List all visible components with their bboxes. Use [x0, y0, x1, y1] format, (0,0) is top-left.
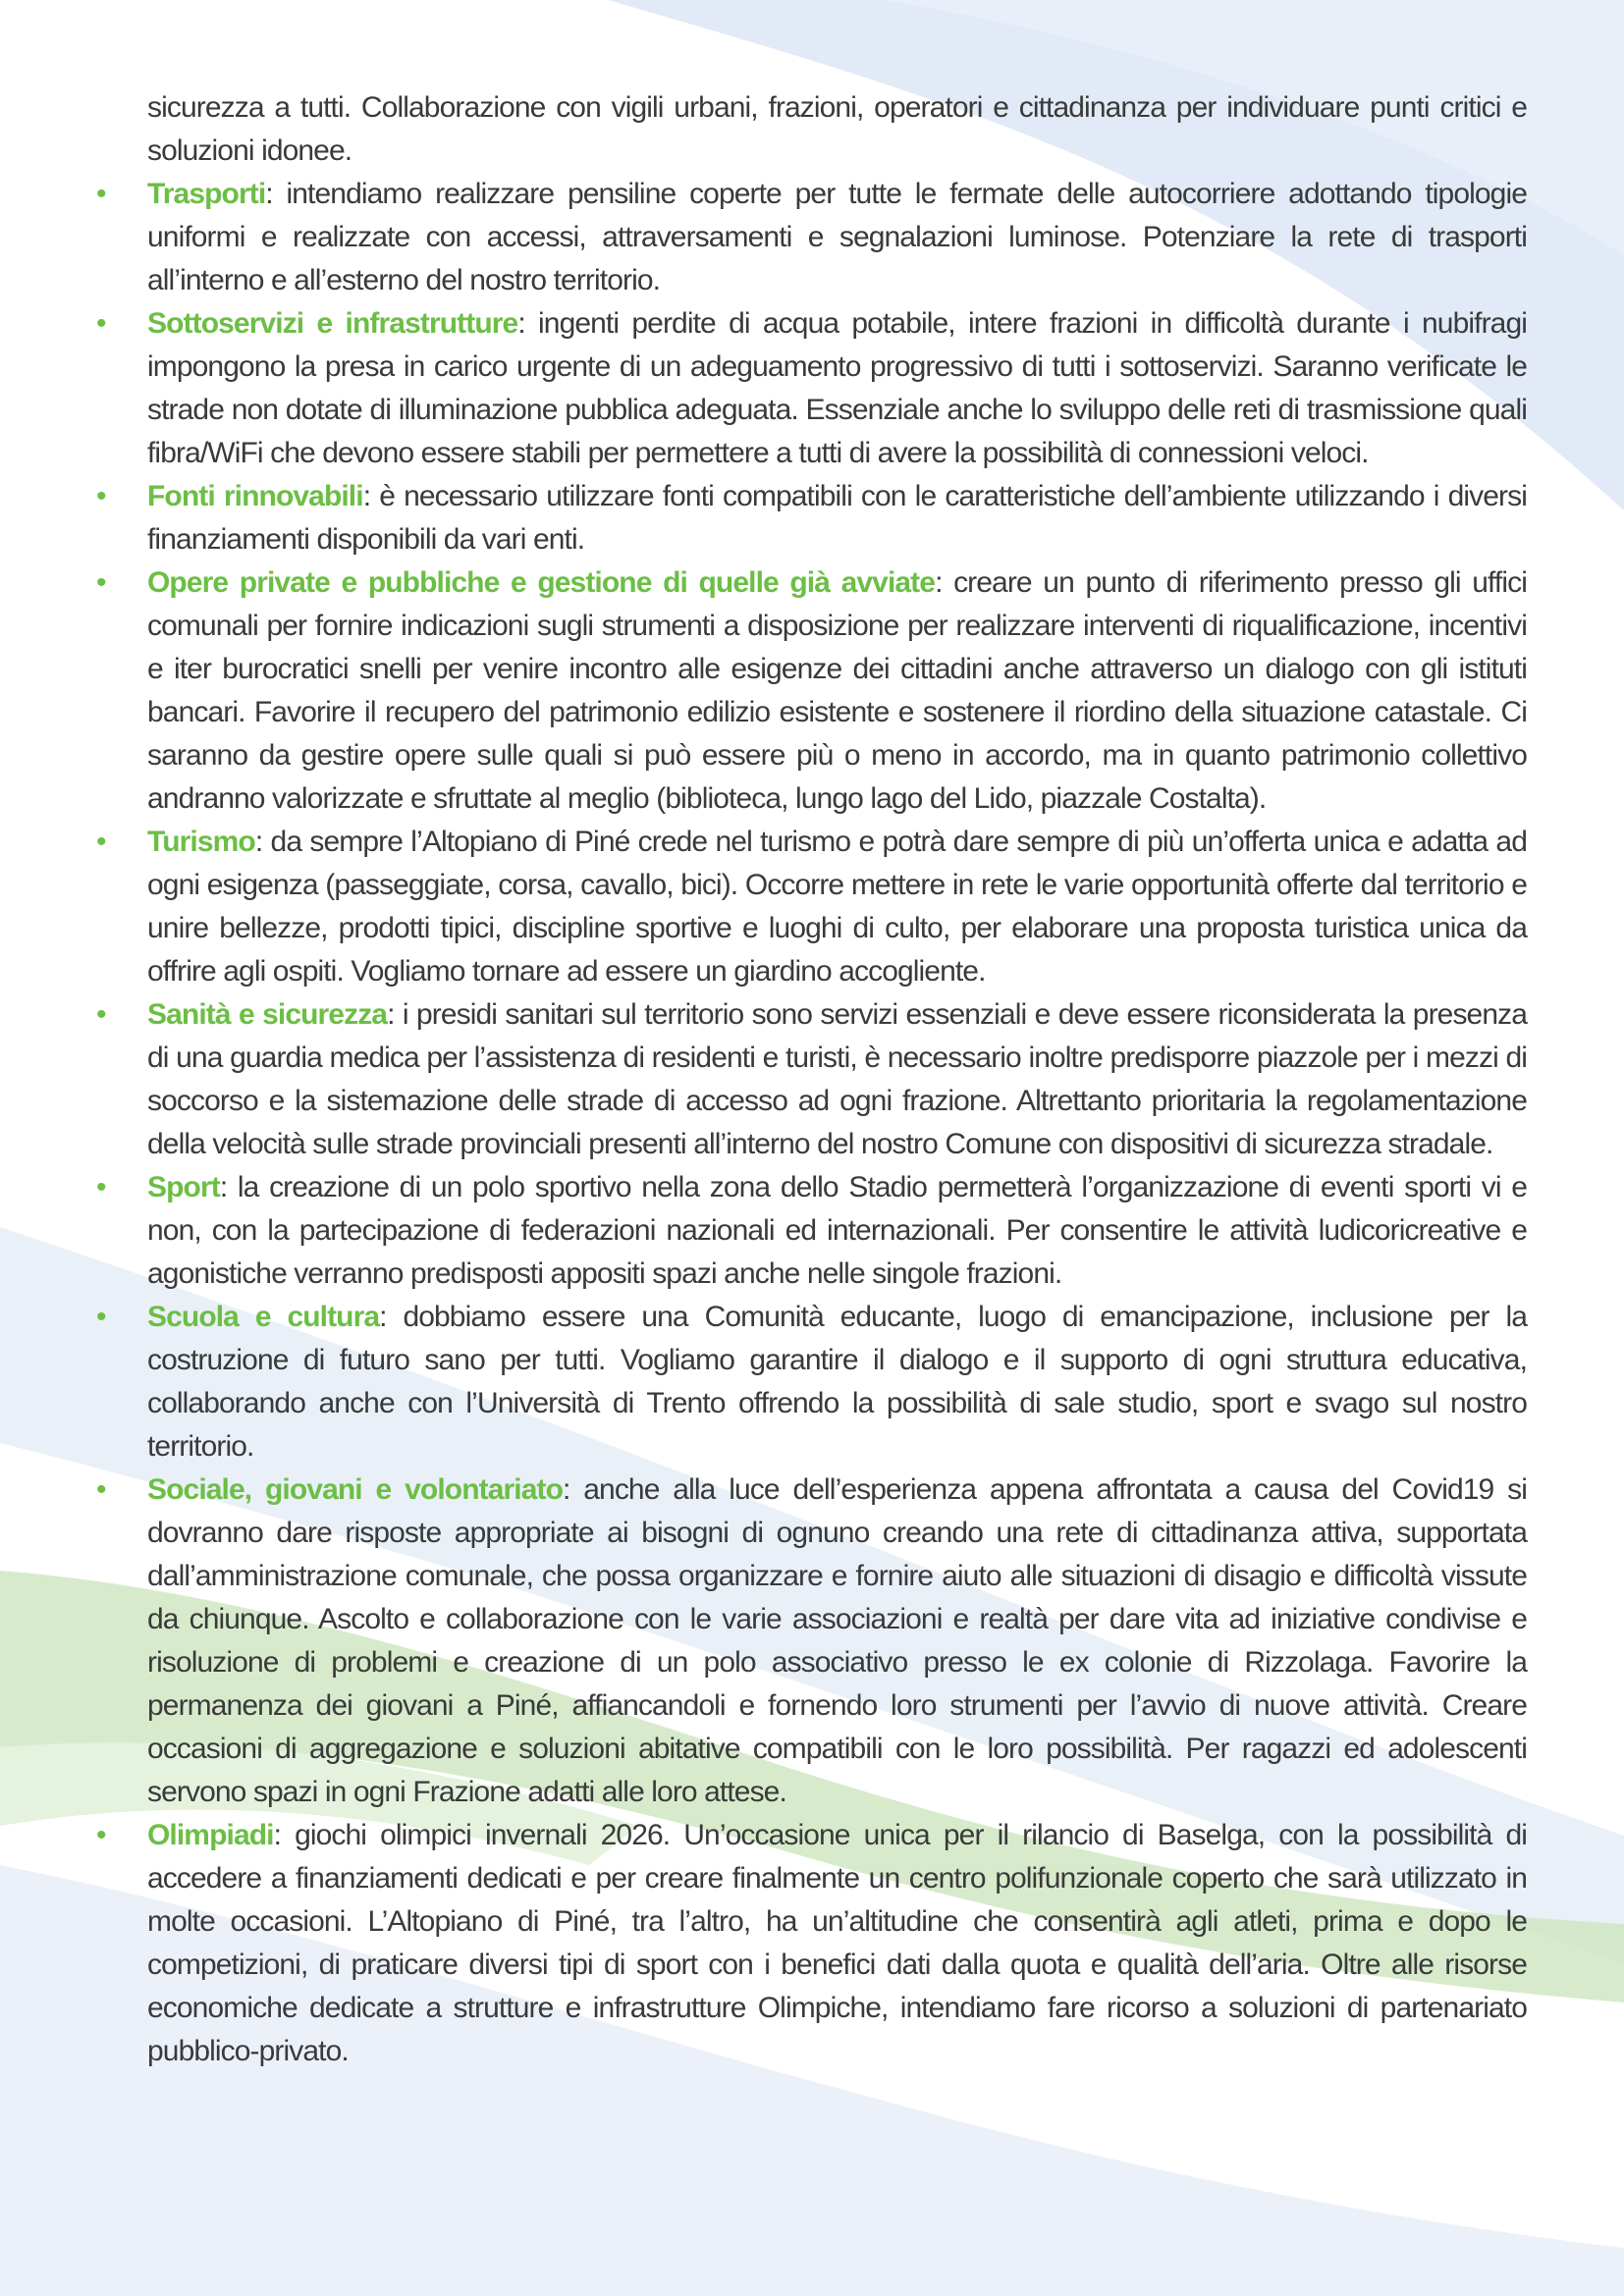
item-heading: Sociale, giovani e volontariato [147, 1473, 564, 1506]
item-heading: Opere private e pubbliche e gestione di quelle già avviate [147, 566, 936, 599]
list-item-scuola [96, 1296, 1527, 1468]
item-heading: Olimpiadi [147, 1819, 274, 1851]
item-text: : ingenti perdite di acqua potabile, intere frazioni in difficoltà durante i nubifragi impongono la presa in carico urgente di un adeguamento progressivo di tutti i sottoservizi. Saranno verificate le strade non dotate di illuminazione pubblica adeguata. Essenziale anche lo sviluppo delle reti di trasmissione quali fibra/WiFi che devono essere stabili per permettere a tutti di avere la possibilità di connessioni veloci. [147, 307, 1527, 469]
item-heading: Fonti rinnovabili [147, 480, 363, 512]
item-text: : creare un punto di riferimento presso gli uffici comunali per fornire indicazioni sugli strumenti a disposizione per realizzare interventi di riqualificazione, incentivi e iter burocratici snelli per venire incontro alle esigenze dei cittadini anche attraverso un dialogo con gli istituti bancari. Favorire il recupero del patrimonio edilizio esistente e sostenere il riordino della situazione catastale. Ci saranno da gestire opere sulle quali si può essere più o meno in accordo, ma in quanto patrimonio collettivo andranno valorizzate e sfruttate al meglio (biblioteca, lungo lago del Lido, piazzale Costalta). [147, 566, 1527, 815]
list-item-sanita [96, 993, 1528, 1166]
list-item-sottoservizi [96, 302, 1527, 475]
bullet-icon: • [96, 1819, 106, 1851]
bullet-icon: • [96, 1301, 106, 1333]
bullet-icon: • [96, 1171, 106, 1203]
bullet-icon: • [96, 480, 106, 512]
list-item-sport [96, 1166, 1527, 1296]
item-text: : i presidi sanitari sul territorio sono servizi essenziali e deve essere riconsiderata la presenza di una guardia medica per l’assistenza di residenti e turisti, è necessario inoltre predisporre piazzole per i mezzi di soccorso e la sistemazione delle strade di accesso ad ogni frazione. Altrettanto prioritaria la regolamentazione della velocità sulle strade provinciali presenti all’interno del nostro Comune con dispositivi di sicurezza stradale. [147, 998, 1528, 1160]
item-text: : da sempre l’Altopiano di Piné crede nel turismo e potrà dare sempre di più un’offerta unica e adatta ad ogni esigenza (passeggiate, corsa, cavallo, bici). Occorre mettere in rete le varie opportunità offerte dal territorio e unire bellezze, prodotti tipici, discipline sportive e luoghi di culto, per elaborare una proposta turistica unica da offrire agli ospiti. Vogliamo tornare ad essere un giardino accogliente. [147, 826, 1527, 988]
item-heading: Scuola e cultura [147, 1301, 380, 1333]
item-text: : la creazione di un polo sportivo nella zona dello Stadio permetterà l’organizzazione di eventi sporti vi e non, con la partecipazione di federazioni nazionali ed internazionali. Per consentire le attività ludicoricreative e agonistiche verranno predisposti appositi spazi anche nelle singole frazioni. [147, 1171, 1527, 1290]
item-text: : giochi olimpici invernali 2026. Un’occasione unica per il rilancio di Baselga, con la possibilità di accedere a finanziamenti dedicati e per creare finalmente un centro polifunzionale coperto che sarà utilizzato in molte occasioni. L’Altopiano di Piné, tra l’altro, ha un’altitudine che consentirà agli atleti, prima e dopo le competizioni, di praticare diversi tipi di sport con i benefici dati dalla quota e qualità dell’aria. Oltre alle risorse economiche dedicate a strutture e infrastrutture Olimpiche, intendiamo fare ricorso a soluzioni di partenariato pubblico-privato. [147, 1819, 1527, 2067]
item-heading: Sanità e sicurezza [147, 998, 388, 1031]
item-text: : intendiamo realizzare pensiline coperte per tutte le fermate delle autocorriere adottando tipologie uniformi e realizzate con accessi, attraversamenti e segnalazioni luminose. Potenziare la rete di trasporti all’interno e all’esterno del nostro territorio. [147, 178, 1527, 296]
item-text: : dobbiamo essere una Comunità educante, luogo di emancipazione, inclusione per la costruzione di futuro sano per tutti. Vogliamo garantire il dialogo e il supporto di ogni struttura educativa, collaborando anche con l’Università di Trento offrendo la possibilità di sale studio, sport e svago sul nostro territorio. [147, 1301, 1527, 1463]
item-heading: Trasporti [147, 178, 266, 210]
document-page [96, 86, 1528, 2073]
item-heading: Turismo [147, 826, 255, 858]
list-item-olimpiadi [96, 1814, 1527, 2073]
list-item-fonti-rinnovabili [96, 475, 1527, 561]
bullet-icon: • [96, 998, 106, 1031]
list-item-opere [96, 561, 1527, 821]
list-item-turismo [96, 821, 1527, 993]
lead-paragraph: sicurezza a tutti. Collaborazione con vigili urbani, frazioni, operatori e cittadinanza per individuare punti critici e soluzioni idonee. [147, 91, 1527, 167]
item-heading: Sport [147, 1171, 220, 1203]
list-item-trasporti [96, 173, 1527, 302]
bullet-icon: • [96, 1473, 106, 1506]
bullet-icon: • [96, 307, 106, 340]
item-text: : è necessario utilizzare fonti compatibili con le caratteristiche dell’ambiente utilizzando i diversi finanziamenti disponibili da vari enti. [147, 480, 1527, 556]
bullet-icon: • [96, 826, 106, 858]
bullet-icon: • [96, 178, 106, 210]
item-text: : anche alla luce dell’esperienza appena affrontata a causa del Covid19 si dovranno dare risposte appropriate ai bisogni di ognuno creando una rete di cittadinanza attiva, supportata dall’amministrazione comunale, che possa organizzare e fornire aiuto alle situazioni di disagio e difficoltà vissute da chiunque. Ascolto e collaborazione con le varie associazioni e realtà per dare vita ad iniziative condivise e risoluzione di problemi e creazione di un polo associativo presso le ex colonie di Rizzolaga. Favorire la permanenza dei giovani a Piné, affiancandoli e fornendo loro strumenti per l’avvio di nuove attività. Creare occasioni di aggregazione e soluzioni abitative compatibili con le loro possibilità. Per ragazzi ed adolescenti servono spazi in ogni Frazione adatti alle loro attese. [147, 1473, 1527, 1808]
list-item-sociale [96, 1468, 1527, 1814]
program-list [96, 173, 1528, 2073]
item-heading: Sottoservizi e infrastrutture [147, 307, 518, 340]
bullet-icon: • [96, 566, 106, 599]
